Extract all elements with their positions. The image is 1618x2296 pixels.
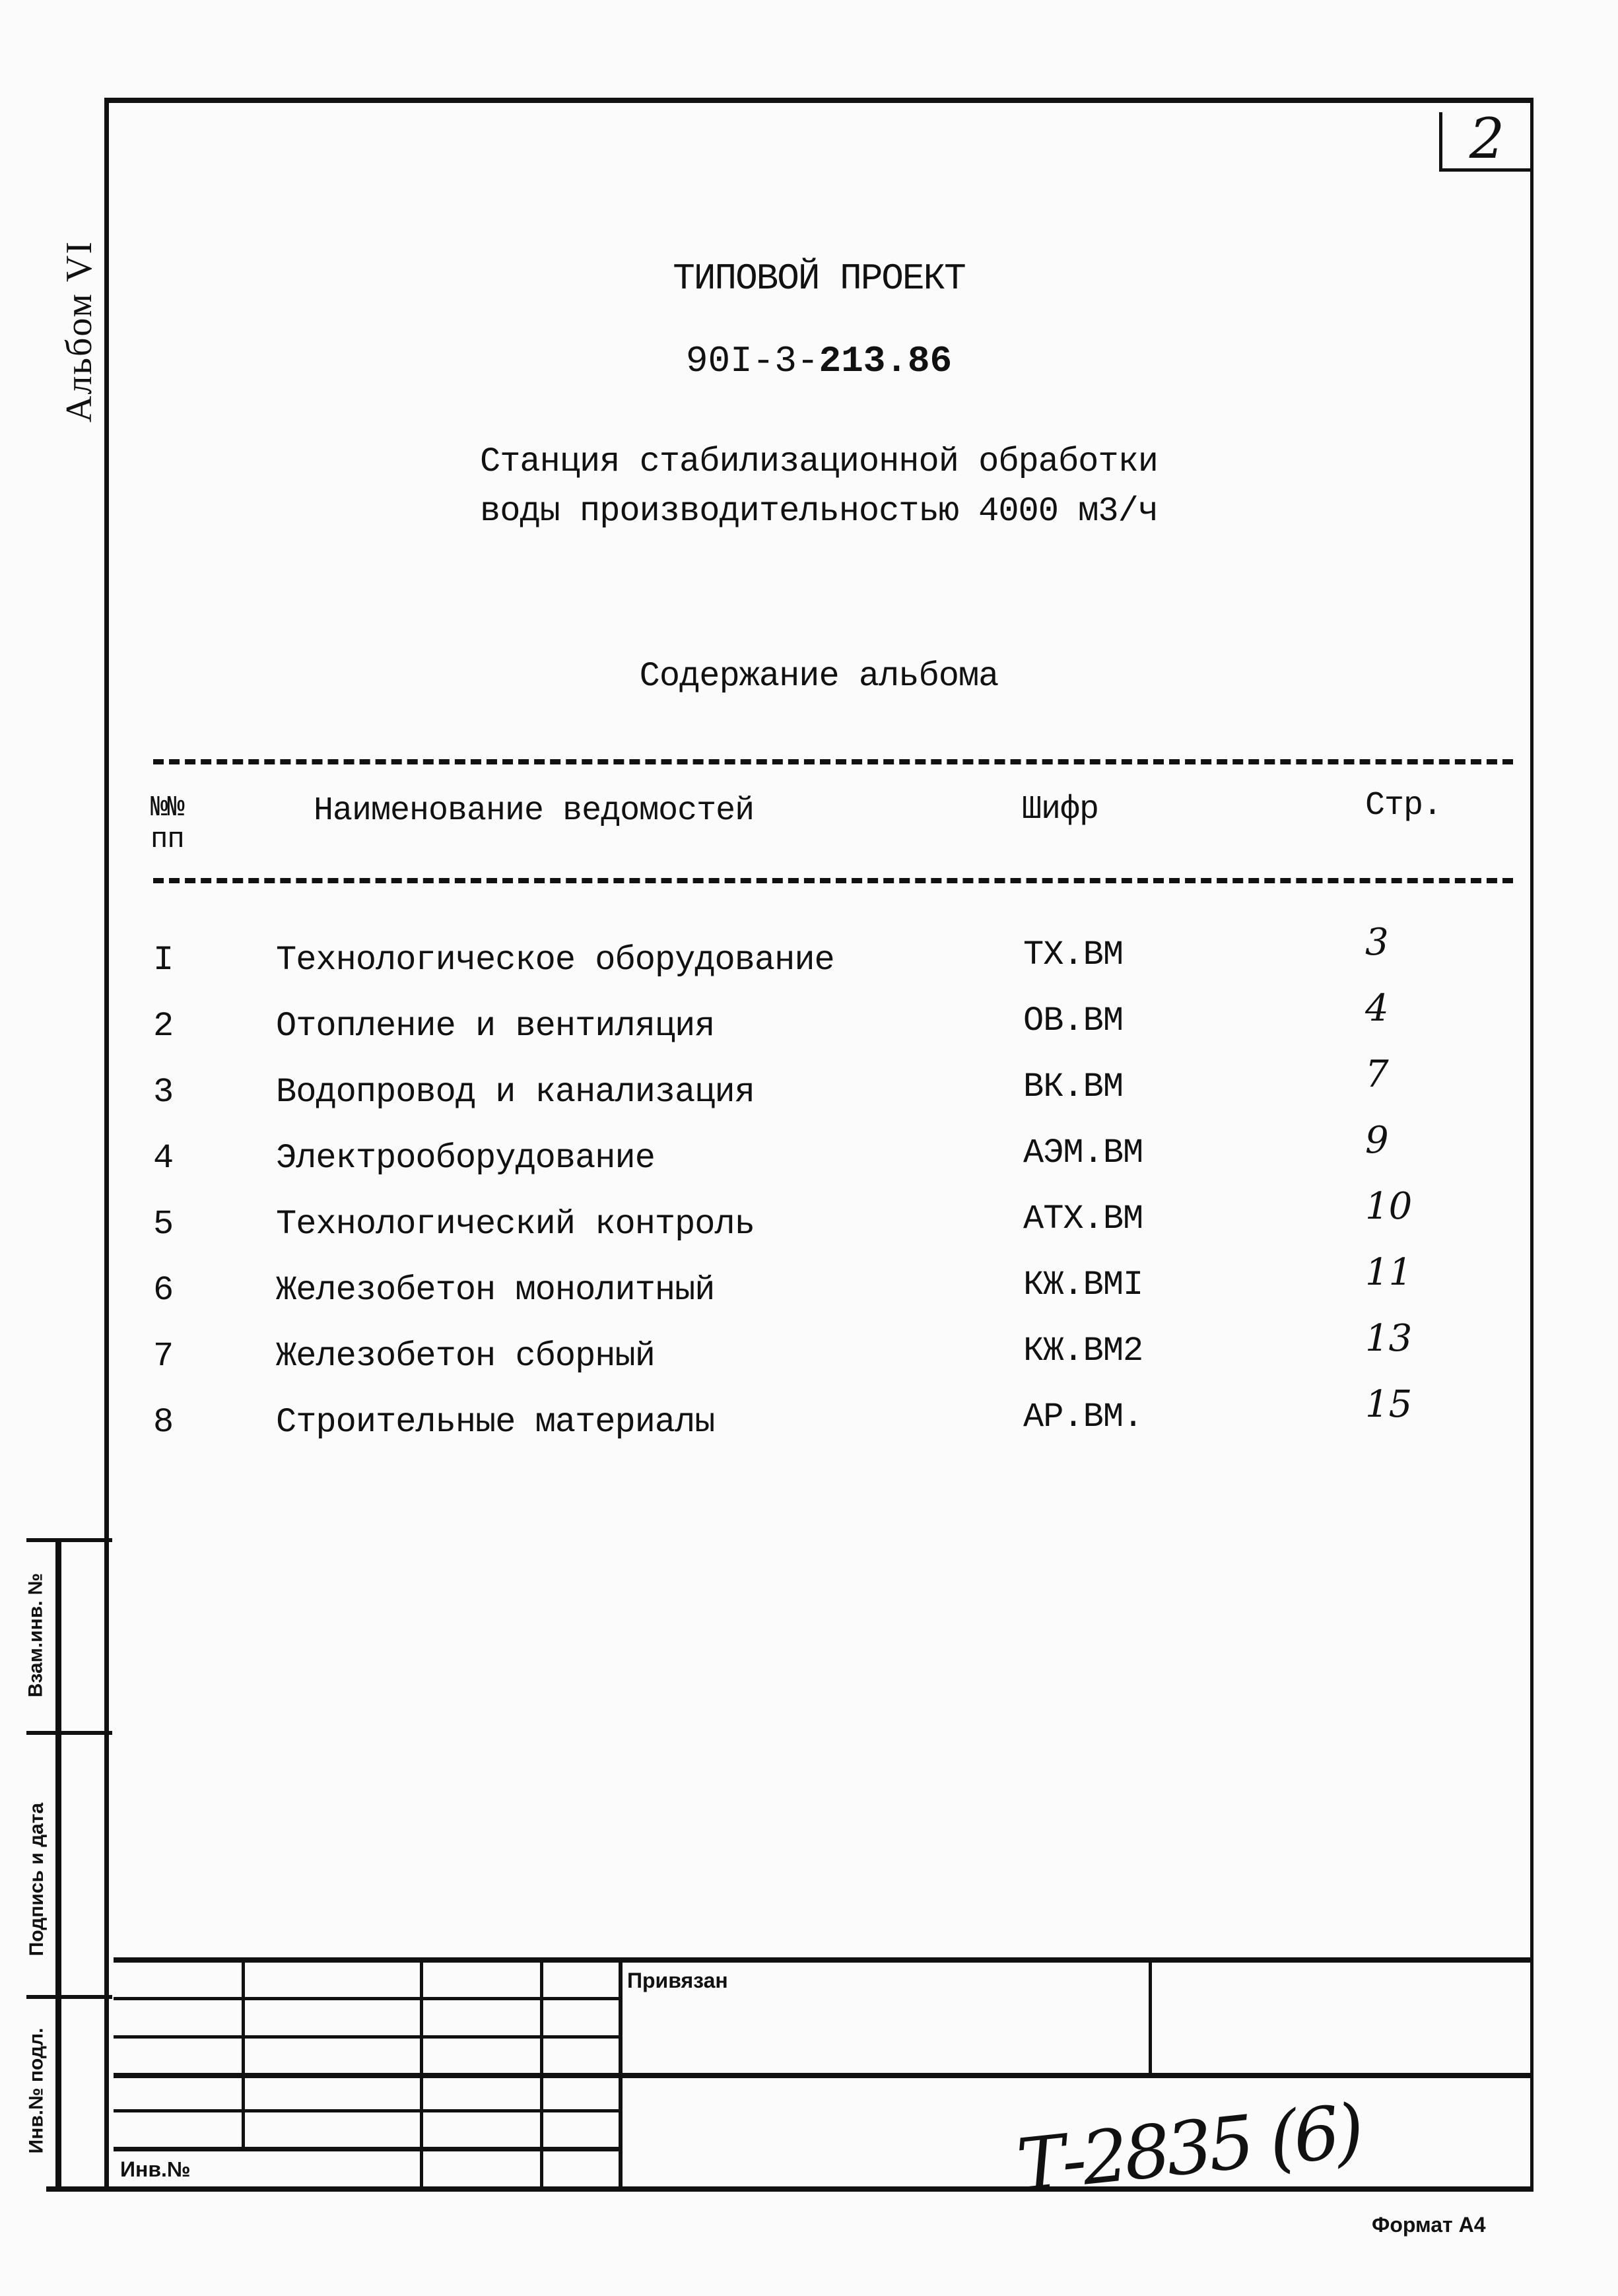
row-code: КЖ.ВМ2 <box>1023 1332 1143 1370</box>
col-header-number-line2: пп <box>151 823 184 856</box>
row-code: АР.ВМ. <box>1023 1398 1143 1436</box>
project-code <box>104 340 1534 382</box>
col-header-page: Стр. <box>1365 787 1442 825</box>
row-number: 4 <box>153 1139 174 1178</box>
row-page: 13 <box>1365 1317 1413 1360</box>
row-page: 7 <box>1365 1053 1389 1096</box>
row-number: 5 <box>153 1205 174 1244</box>
table-divider-top <box>153 759 1513 764</box>
side-stamp-line <box>26 1538 112 1542</box>
side-stamp-line <box>26 1995 112 1999</box>
row-name: Железобетон сборный <box>276 1337 655 1376</box>
stamp-col-line <box>420 1957 423 2188</box>
row-page: 9 <box>1365 1119 1389 1162</box>
row-page: 10 <box>1365 1185 1413 1228</box>
row-number: 6 <box>153 1271 174 1310</box>
project-title-line2: воды производительностью 4000 м3/ч <box>480 492 1158 531</box>
row-name: Технологический контроль <box>276 1205 755 1244</box>
row-name: Технологическое оборудование <box>276 941 834 980</box>
row-code: ОВ.ВМ <box>1023 1001 1124 1040</box>
stamp-col-line <box>540 1957 543 2188</box>
stamp-attached-label: Привязан <box>627 1969 728 1992</box>
row-number: 7 <box>153 1337 174 1376</box>
stamp-col-line <box>619 1957 623 2188</box>
row-name: Строительные материалы <box>276 1403 715 1442</box>
row-number: 8 <box>153 1403 174 1442</box>
col-header-number-line1: №№ <box>151 792 184 825</box>
stamp-row-line <box>114 1997 621 2000</box>
row-page: 11 <box>1365 1251 1413 1294</box>
row-code: АЭМ.ВМ <box>1023 1133 1143 1172</box>
side-field-signature-date: Подпись и дата <box>26 1802 48 1957</box>
stamp-top-line <box>114 1957 1534 1963</box>
row-number: 3 <box>153 1073 174 1112</box>
side-stamp-line <box>26 1731 112 1735</box>
stamp-row-line <box>114 2109 621 2112</box>
project-code-suffix: 213.86 <box>819 340 953 382</box>
stamp-inv-label: Инв.№ <box>120 2157 191 2181</box>
format-label: Формат А4 <box>1372 2213 1486 2237</box>
row-name: Водопровод и канализация <box>276 1073 755 1112</box>
table-divider-header <box>153 878 1513 883</box>
project-code-prefix: 90I-3- <box>685 340 819 382</box>
side-stamp-line <box>55 1538 61 2190</box>
section-title: Содержание альбома <box>639 657 999 696</box>
row-number: 2 <box>153 1007 174 1046</box>
handwritten-inventory-number: Т-2835 (6) <box>1013 2088 1365 2208</box>
sheet-number: 2 <box>1439 112 1532 172</box>
stamp-col-line <box>242 1957 245 2149</box>
row-name: Электрооборудование <box>276 1139 655 1178</box>
row-page: 4 <box>1365 987 1389 1030</box>
album-label: Альбом VI <box>59 240 100 422</box>
row-page: 15 <box>1365 1383 1413 1426</box>
project-title-line1: Станция стабилизационной обработки <box>480 442 1158 481</box>
row-code: ТХ.ВМ <box>1023 935 1124 974</box>
side-field-original-inv: Инв.№ подл. <box>25 2027 48 2154</box>
row-page: 3 <box>1365 921 1389 964</box>
stamp-col-line <box>1149 1957 1152 2076</box>
bottom-border <box>46 2186 1534 2192</box>
row-number: I <box>153 941 174 980</box>
row-name: Железобетон монолитный <box>276 1271 715 1310</box>
row-code: АТХ.ВМ <box>1023 1199 1143 1238</box>
side-field-replaced-inv: Взам.инв. № <box>24 1572 47 1698</box>
stamp-row-line <box>114 2035 621 2039</box>
row-code: ВК.ВМ <box>1023 1067 1124 1106</box>
col-header-name: Наименование ведомостей <box>314 792 755 830</box>
col-header-number <box>151 792 184 856</box>
project-type: ТИПОВОЙ ПРОЕКТ <box>673 257 965 300</box>
stamp-row-line <box>114 2147 621 2151</box>
stamp-row-line <box>114 2073 1534 2078</box>
row-name: Отопление и вентиляция <box>276 1007 715 1046</box>
col-header-code: Шифр <box>1022 791 1099 828</box>
row-code: КЖ.ВМI <box>1023 1266 1143 1304</box>
